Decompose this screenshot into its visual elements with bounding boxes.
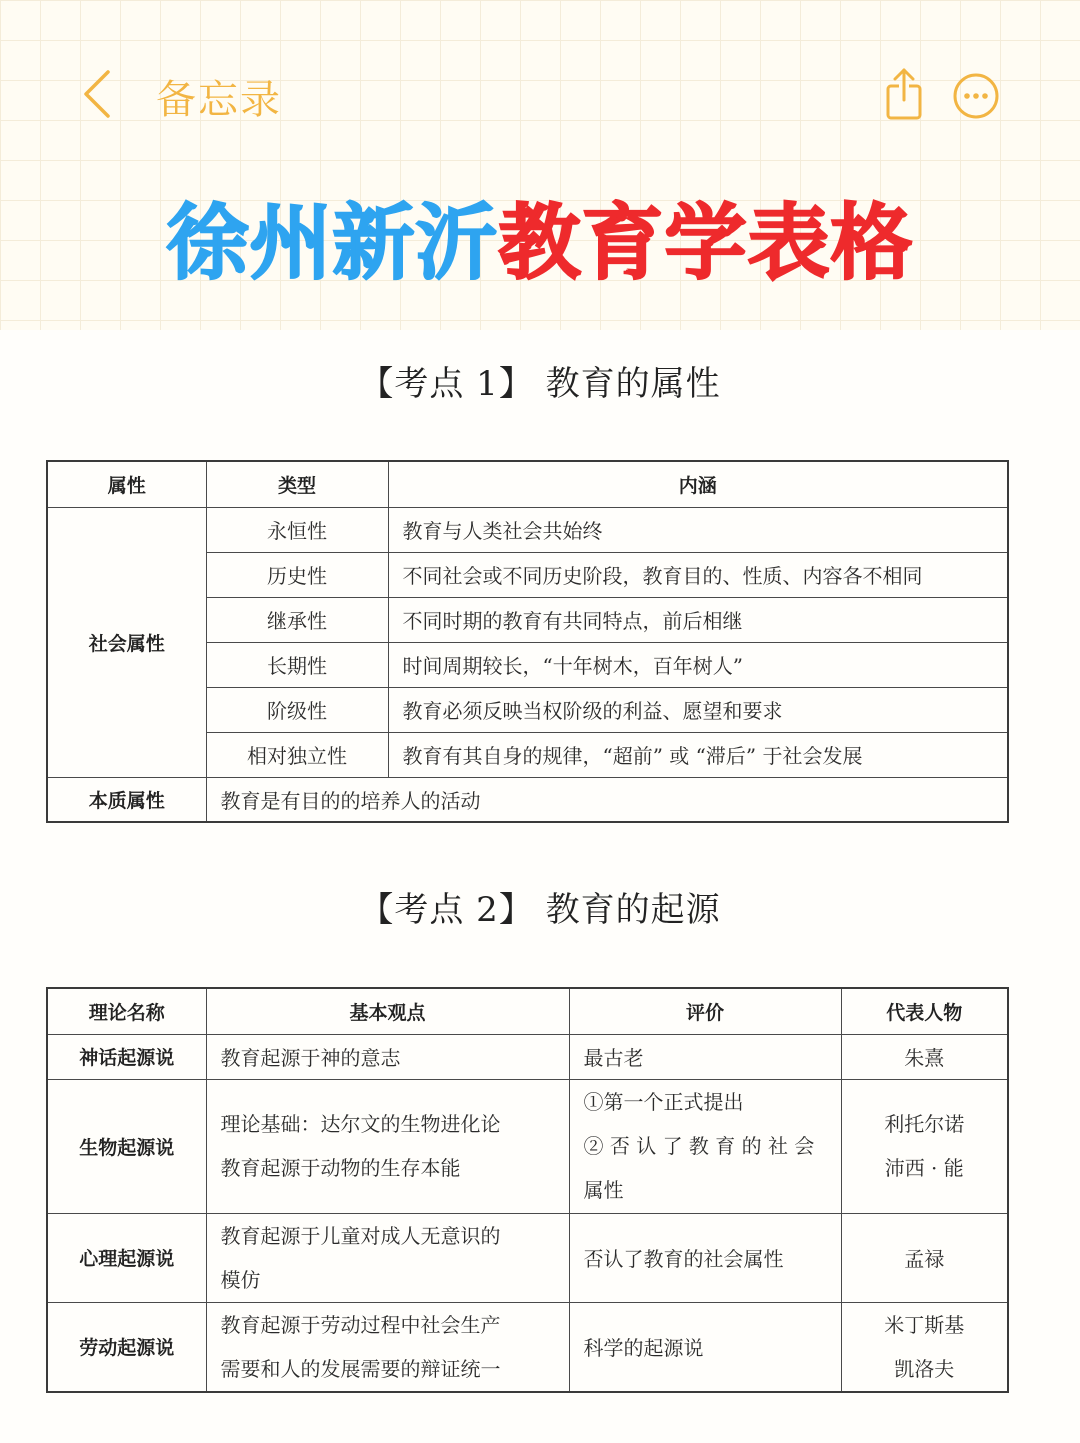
evaluation-cell: 否认了教育的社会属性 <box>569 1213 841 1302</box>
column-header: 类型 <box>206 461 388 507</box>
table-row <box>47 777 1008 822</box>
share-icon[interactable] <box>882 66 926 122</box>
meaning-cell: 不同社会或不同历史阶段，教育目的、性质、内容各不相同 <box>388 552 1008 597</box>
view-cell <box>206 1213 569 1302</box>
social-attribute-label: 社会属性 <box>47 507 206 777</box>
type-cell: 继承性 <box>206 597 388 642</box>
evaluation-cell: 最古老 <box>569 1034 841 1079</box>
section2-heading: 【考点 2】 教育的起源 <box>359 890 721 930</box>
evaluation-cell: 科学的起源说 <box>569 1302 841 1392</box>
people-cell <box>841 1302 1008 1392</box>
view-line: 教育起源于儿童对成人无意识的 <box>220 1223 501 1248</box>
attributes-table <box>46 460 1009 823</box>
column-header: 评价 <box>569 988 841 1034</box>
meaning-cell: 教育必须反映当权阶级的利益、愿望和要求 <box>388 687 1008 732</box>
view-cell <box>206 1302 569 1392</box>
theory-name-cell: 生物起源说 <box>47 1079 206 1213</box>
column-header: 内涵 <box>388 461 1008 507</box>
type-cell: 阶级性 <box>206 687 388 732</box>
view-line: 教育起源于劳动过程中社会生产 <box>220 1312 501 1337</box>
people-cell: 孟禄 <box>841 1213 1008 1302</box>
meaning-cell: 教育与人类社会共始终 <box>388 507 1008 552</box>
person-name: 米丁斯基 <box>884 1312 965 1337</box>
table-row <box>47 507 1008 552</box>
title-part-red: 教育学表格 <box>498 196 914 291</box>
evaluation-cell <box>569 1079 841 1213</box>
view-line: 模仿 <box>220 1267 261 1292</box>
table-header-row <box>47 461 1008 507</box>
meaning-cell: 不同时期的教育有共同特点，前后相继 <box>388 597 1008 642</box>
view-line: 教育起源于动物的生存本能 <box>220 1156 461 1180</box>
theory-name-cell: 心理起源说 <box>47 1213 206 1302</box>
evaluation-line: ② 否 认 了 教 育 的 社 会 <box>583 1134 815 1158</box>
meaning-cell: 教育有其自身的规律，“超前” 或 “滞后” 于社会发展 <box>388 732 1008 777</box>
type-cell: 长期性 <box>206 642 388 687</box>
type-cell: 永恒性 <box>206 507 388 552</box>
table-row <box>47 1213 1008 1302</box>
table-row <box>47 1034 1008 1079</box>
view-line: 需要和人的发展需要的辩证统一 <box>220 1356 501 1381</box>
note-header <box>0 0 1080 330</box>
person-name: 沛西 · 能 <box>884 1156 964 1180</box>
meaning-cell: 教育是有目的的培养人的活动 <box>206 777 1008 822</box>
title-part-blue: 徐州新沂 <box>166 196 499 291</box>
column-header: 基本观点 <box>206 988 569 1034</box>
theory-name-cell: 神话起源说 <box>47 1034 206 1079</box>
evaluation-line: 属性 <box>583 1178 624 1202</box>
table-header-row <box>47 988 1008 1034</box>
people-cell: 朱熹 <box>841 1034 1008 1079</box>
type-cell: 历史性 <box>206 552 388 597</box>
person-name: 利托尔诺 <box>884 1112 965 1136</box>
evaluation-line: ①第一个正式提出 <box>583 1090 744 1114</box>
back-label[interactable]: 备忘录 <box>156 77 282 123</box>
meaning-cell: 时间周期较长，“十年树木，百年树人” <box>388 642 1008 687</box>
view-cell: 教育起源于神的意志 <box>206 1034 569 1079</box>
theory-name-cell: 劳动起源说 <box>47 1302 206 1392</box>
more-dots-icon[interactable] <box>952 72 1000 120</box>
page-title <box>0 178 1080 295</box>
column-header: 代表人物 <box>841 988 1008 1034</box>
essence-attribute-label: 本质属性 <box>47 777 206 822</box>
section1-heading: 【考点 1】 教育的属性 <box>359 364 721 404</box>
person-name: 凯洛夫 <box>894 1356 955 1381</box>
type-cell: 相对独立性 <box>206 732 388 777</box>
view-line: 理论基础：达尔文的生物进化论 <box>220 1112 501 1136</box>
column-header: 属性 <box>47 461 206 507</box>
chevron-left-icon[interactable] <box>78 68 118 120</box>
origins-table <box>46 987 1009 1393</box>
view-cell <box>206 1079 569 1213</box>
table-row <box>47 1302 1008 1392</box>
table-row <box>47 1079 1008 1213</box>
people-cell <box>841 1079 1008 1213</box>
column-header: 理论名称 <box>47 988 206 1034</box>
